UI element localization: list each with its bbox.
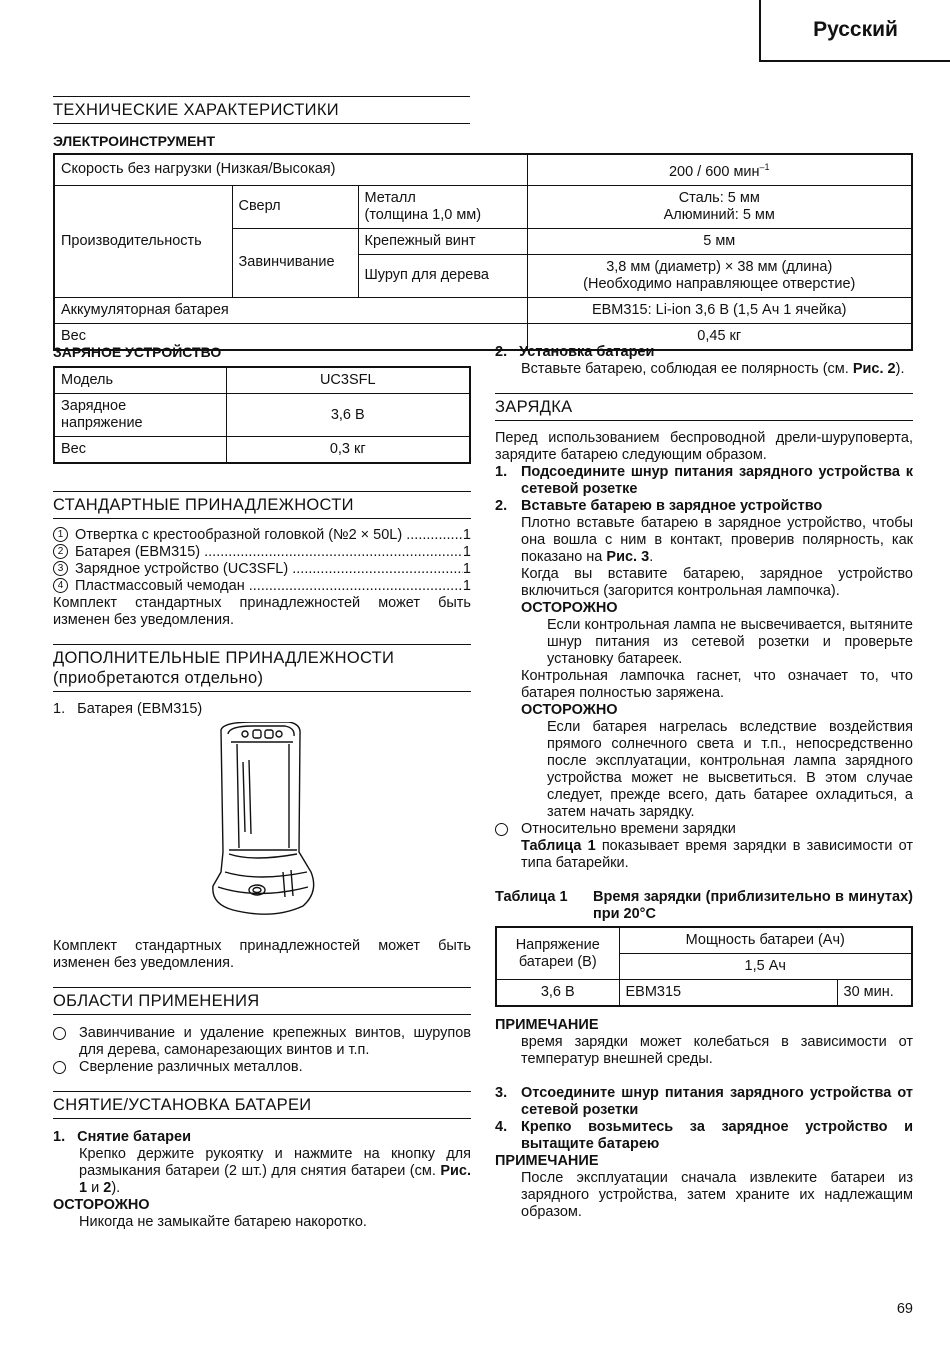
charger-voltage-label: Зарядное напряжение [54,394,226,437]
battery-model: EBM315 [619,980,837,1007]
note-text: После эксплуатации сначала извлеките батареи из зарядного устройства, затем храните их надлежащим образом. [521,1170,913,1220]
optional-subtitle-line: (приобретаются отдельно) [53,669,264,687]
item-number: 3 [53,561,68,576]
application-text: Сверление различных металлов. [79,1059,303,1075]
table-caption-text: Время зарядки (приблизительно в минутах) при 20°C [593,889,913,922]
removal-caution-label: ОСТОРОЖНО [53,1197,150,1213]
applications-title: ОБЛАСТИ ПРИМЕНЕНИЯ [53,987,471,1015]
install-step-title: 2. Установка батареи [495,344,655,360]
battery-drawing-icon [53,722,471,918]
application-text: Завинчивание и удаление крепежных винтов, шурупов для дерева, самонарезающих винтов и т.п. [79,1025,471,1058]
item-text: Батарея (EBM315) ..... [75,544,463,561]
time-text: Таблица 1 показывает время зарядки в зависимости от типа батарейки. [521,838,913,871]
language-tab [759,0,950,62]
charging-step: 3. Отсоедините шнур питания зарядного устройства от сетевой розетки [495,1085,913,1118]
weight-value: 0,45 кг [527,323,912,350]
list-item [53,561,471,578]
list-item [53,1059,471,1076]
lamp-text: Контрольная лампочка гаснет, что означает то, что батарея полностью заряжена. [521,668,913,701]
optional-accessories-note: Комплект стандартных принадлежностей может быть изменен без уведомления. [53,938,471,971]
metal-value: Сталь: 5 мм Алюминий: 5 мм [527,185,912,228]
table-caption-number: Таблица 1 [495,889,568,905]
left-column [53,344,471,1231]
weight-label: Вес [54,323,527,350]
driving-label: Завинчивание [232,228,358,297]
standard-accessories-list [53,527,471,629]
charging-body [495,430,913,1221]
note-label: ПРИМЕЧАНИЕ [495,1153,599,1169]
list-item [53,544,471,561]
charging-title: ЗАРЯДКА [495,393,913,421]
charger-table [53,366,471,464]
wood-screw-label: Шуруп для дерева [358,254,527,297]
item-qty: 1 [462,544,471,560]
item-number: 2 [53,544,68,559]
item-number: 1 [53,527,68,542]
circle-bullet-icon [53,1027,66,1040]
optional-accessories-title [53,644,471,692]
caution-label: ОСТОРОЖНО [521,702,618,718]
charging-step2-text: Плотно вставьте батарею в зарядное устройство, чтобы она вошла с ним в контакт, проверив полярность, как показано на Рис. 3. [521,515,913,565]
caution-label: ОСТОРОЖНО [521,600,618,616]
removal-step-text: Крепко держите рукоятку и нажмите на кнопку для размыкания батареи (2 шт.) для снятия батареи (см. Рис. 1 и 2). [79,1146,471,1196]
charger-weight-value: 0,3 кг [226,437,470,464]
note-text: время зарядки может колебаться в зависимости от температур внешней среды. [521,1034,913,1067]
page-number: 69 [896,1301,913,1317]
charging-time: 30 мин. [837,980,912,1007]
table-caption [495,889,913,923]
language-label: Русский [813,18,898,41]
standard-accessories-title: СТАНДАРТНЫЕ ПРИНАДЛЕЖНОСТИ [53,491,471,519]
voltage-value: 3,6 В [496,980,619,1007]
item-qty: 1 [462,561,471,577]
voltage-header: Напряжение батареи (В) [496,927,619,980]
standard-accessories-note: Комплект стандартных принадлежностей может быть изменен без уведомления. [53,595,471,628]
item-text: Пластмассовый чемодан ..... [75,578,463,595]
tool-heading: ЭЛЕКТРОИНСТРУМЕНТ [53,133,216,149]
charging-step2-text2: Когда вы вставите батарею, зарядное устройство включиться (загорится контрольная лампочка). [521,566,913,599]
charger-heading: ЗАРЯНОЕ УСТРОЙСТВО [53,344,222,360]
specs-title: ТЕХНИЧЕСКИЕ ХАРАКТЕРИСТИКИ [53,96,470,124]
charger-model-label: Модель [54,367,226,394]
capacity-header: Мощность батареи (Ач) [619,927,912,954]
charging-time-table [495,926,913,1007]
charging-step: 1. Подсоедините шнур питания зарядного устройства к сетевой розетке [495,464,913,497]
capacity-value: 1,5 Ач [619,954,912,980]
item-qty: 1 [462,578,471,594]
optional-title-line: ДОПОЛНИТЕЛЬНЫЕ ПРИНАДЛЕЖНОСТИ [53,649,395,667]
charging-step: 4. Крепко возьмитесь за зарядное устройство и вытащите батарею [495,1119,913,1152]
charger-weight-label: Вес [54,437,226,464]
battery-removal-title: СНЯТИЕ/УСТАНОВКА БАТАРЕИ [53,1091,471,1119]
list-item [53,578,471,595]
item-qty: 1 [462,527,471,543]
right-column [495,344,913,1221]
charging-step: 2. Вставьте батарею в зарядное устройство [495,498,823,514]
machine-screw-label: Крепежный винт [358,228,527,254]
install-step-text: Вставьте батарею, соблюдая ее полярность (см. Рис. 2). [521,361,905,377]
note-label: ПРИМЕЧАНИЕ [495,1017,599,1033]
list-item [53,527,471,544]
battery-illustration [53,722,471,918]
applications-list [53,1025,471,1076]
drilling-label: Сверл [232,185,358,228]
battery-removal-body [53,1129,471,1231]
machine-screw-value: 5 мм [527,228,912,254]
circle-bullet-icon [53,1061,66,1074]
charger-model-value: UC3SFL [226,367,470,394]
battery-value: EBM315: Li-ion 3,6 В (1,5 Ач 1 ячейка) [527,297,912,323]
metal-label: Металл (толщина 1,0 мм) [358,185,527,228]
item-text: Отвертка с крестообразной головкой (№2 × 50L) ..... [75,527,463,544]
capacity-label: Производительность [54,185,232,297]
charger-voltage-value: 3,6 В [226,394,470,437]
tool-spec-table [53,153,913,351]
battery-label: Аккумуляторная батарея [54,297,527,323]
removal-caution-text: Никогда не замыкайте батарею накоротко. [79,1214,367,1230]
item-number: 4 [53,578,68,593]
caution-text: Если батарея нагрелась вследствие воздействия прямого солнечного света и т.п., непосредственно после эксплуатации, контрольная лампа зарядного устройства может не высветиться. В этом случае следует, прежде всего, дать батарее охладиться, а затем начать зарядку. [547,719,913,820]
optional-item: 1. Батарея (EBM315) [53,701,203,717]
speed-label: Скорость без нагрузки (Низкая/Высокая) [54,154,527,185]
list-item [495,821,913,838]
caution-text: Если контрольная лампа не высвечивается, вытяните шнур питания из сетевой розетки и проверьте установку батареек. [547,617,913,667]
wood-screw-value: 3,8 мм (диаметр) × 38 мм (длина) (Необходимо направляющее отверстие) [527,254,912,297]
charging-intro: Перед использованием беспроводной дрели-шуруповерта, зарядите батарею следующим образом. [495,430,913,463]
item-text: Зарядное устройство (UC3SFL) ..... [75,561,463,578]
circle-bullet-icon [495,823,508,836]
speed-value: 200 / 600 мин$^{-1}$ [527,154,912,185]
removal-step-title: 1. Снятие батареи [53,1129,191,1145]
time-item-text: Относительно времени зарядки [521,821,736,837]
list-item [53,1025,471,1059]
